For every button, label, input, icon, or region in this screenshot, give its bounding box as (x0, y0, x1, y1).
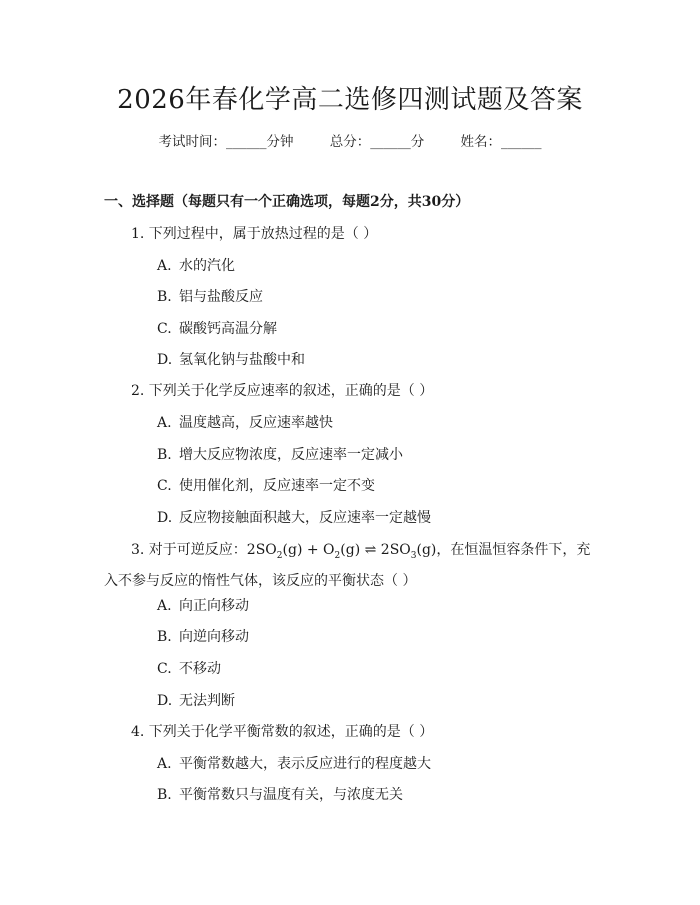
question-option: B. 增大反应物浓度，反应速率一定减小 (157, 447, 403, 463)
question-option: B. 平衡常数只与温度有关，与浓度无关 (157, 787, 403, 803)
question-option: C. 使用催化剂，反应速率一定不变 (157, 478, 375, 494)
question-stem: 2. 下列关于化学反应速率的叙述，正确的是（ ） (131, 383, 434, 399)
question-option: D. 反应物接触面积越大，反应速率一定越慢 (157, 510, 431, 526)
question-stem: 4. 下列关于化学平衡常数的叙述，正确的是（ ） (131, 724, 434, 740)
question-option: A. 温度越高，反应速率越快 (157, 415, 333, 431)
section-heading: 一、选择题（每题只有一个正确选项，每题2分，共30分） (104, 194, 470, 210)
question-stem: 1. 下列过程中，属于放热过程的是（ ） (131, 226, 378, 242)
question-option: C. 不移动 (157, 661, 221, 677)
question-option: D. 氢氧化钠与盐酸中和 (157, 352, 305, 368)
exam-info-line (0, 133, 700, 151)
name-field: 姓名：______ (460, 134, 542, 150)
question-option: A. 水的汽化 (157, 258, 235, 274)
question-option: C. 碳酸钙高温分解 (157, 321, 277, 337)
question-option: A. 向正向移动 (157, 598, 249, 614)
page-title: 2026年春化学高二选修四测试题及答案 (117, 85, 583, 115)
exam-time-field: 考试时间：______分钟 (158, 134, 294, 150)
total-score-field: 总分：______分 (329, 134, 425, 150)
question-option: D. 无法判断 (157, 693, 235, 709)
question-stem: 3. 对于可逆反应：$2SO_2(g) + O_2(g)$ ⇌ $2SO_3(g)$，在恒温恒容条件下，充入不参与反应的惰性气体，该反应的平衡状态（ ） (104, 542, 591, 589)
question-option: A. 平衡常数越大，表示反应进行的程度越大 (157, 756, 431, 772)
question-option: B. 铝与盐酸反应 (157, 289, 263, 305)
question-option: B. 向逆向移动 (157, 629, 249, 645)
